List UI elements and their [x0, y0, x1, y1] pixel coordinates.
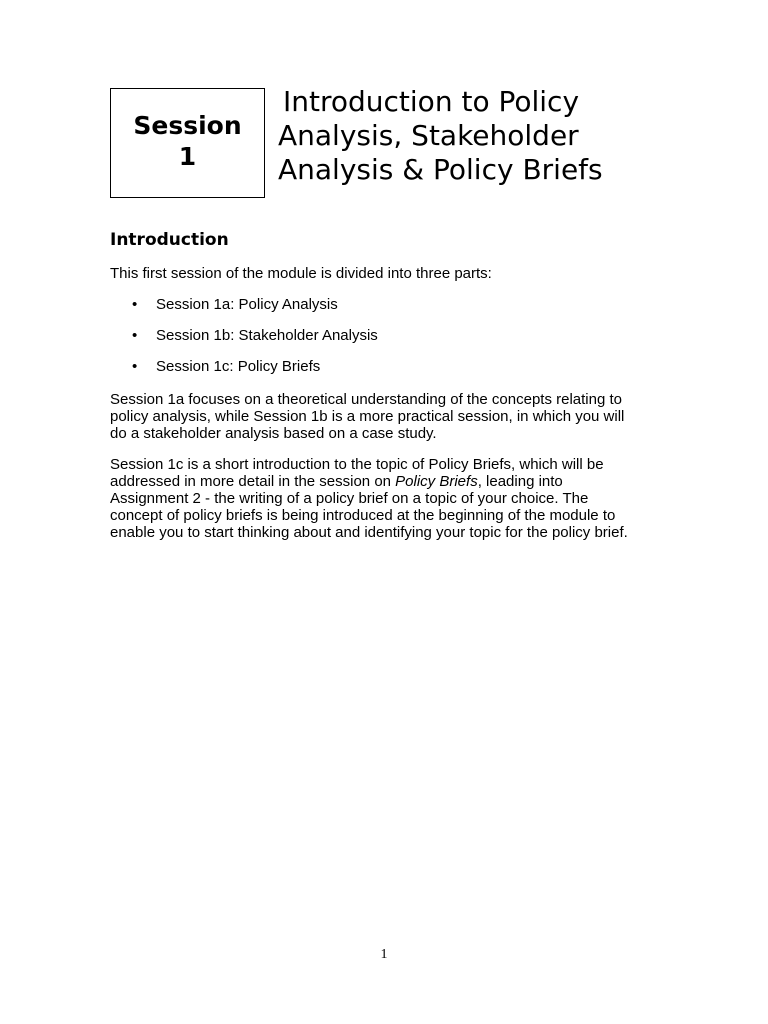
paragraph-session-1c [110, 456, 670, 541]
paragraph-line: Session 1a focuses on a theoretical understanding of the concepts relating to [110, 391, 622, 408]
section-heading-introduction: Introduction [110, 230, 229, 250]
session-title-line-2: Analysis, Stakeholder [278, 119, 579, 152]
session-label-number: 1 [178, 142, 197, 171]
session-title-line-1: Introduction to Policy [283, 85, 580, 118]
session-title-line-3: Analysis & Policy Briefs [278, 153, 603, 186]
list-item [110, 358, 378, 389]
list-item-text: Session 1c: Policy Briefs [156, 358, 321, 375]
paragraph-line-with-italic [110, 473, 670, 490]
session-title [278, 85, 698, 187]
list-item-text: Session 1b: Stakeholder Analysis [156, 327, 378, 344]
bullet-icon: • [132, 296, 138, 313]
paragraph-session-1a-1b [110, 391, 670, 442]
italic-title-policy-briefs: Policy Briefs [395, 473, 478, 490]
session-label-box [110, 88, 265, 198]
bullet-icon: • [132, 327, 138, 344]
paragraph-line: policy analysis, while Session 1b is a more practical session, in which you will [110, 408, 625, 425]
paragraph-line: Session 1c is a short introduction to the topic of Policy Briefs, which will be [110, 456, 604, 473]
paragraph-line: Assignment 2 - the writing of a policy brief on a topic of your choice. The [110, 490, 589, 507]
list-item-text: Session 1a: Policy Analysis [156, 296, 338, 313]
paragraph-text: , leading into [477, 473, 563, 490]
paragraph-line: concept of policy briefs is being introduced at the beginning of the module to [110, 507, 616, 524]
paragraph-line: enable you to start thinking about and identifying your topic for the policy brief. [110, 524, 628, 541]
list-item [110, 296, 378, 327]
paragraph-text: addressed in more detail in the session on [110, 473, 396, 490]
session-label-word: Session [133, 111, 242, 140]
list-item [110, 327, 378, 358]
session-parts-list [110, 296, 378, 389]
bullet-icon: • [132, 358, 138, 375]
page-number: 1 [380, 947, 388, 962]
paragraph-line: do a stakeholder analysis based on a case study. [110, 425, 437, 442]
intro-sentence: This first session of the module is divided into three parts: [110, 265, 492, 282]
